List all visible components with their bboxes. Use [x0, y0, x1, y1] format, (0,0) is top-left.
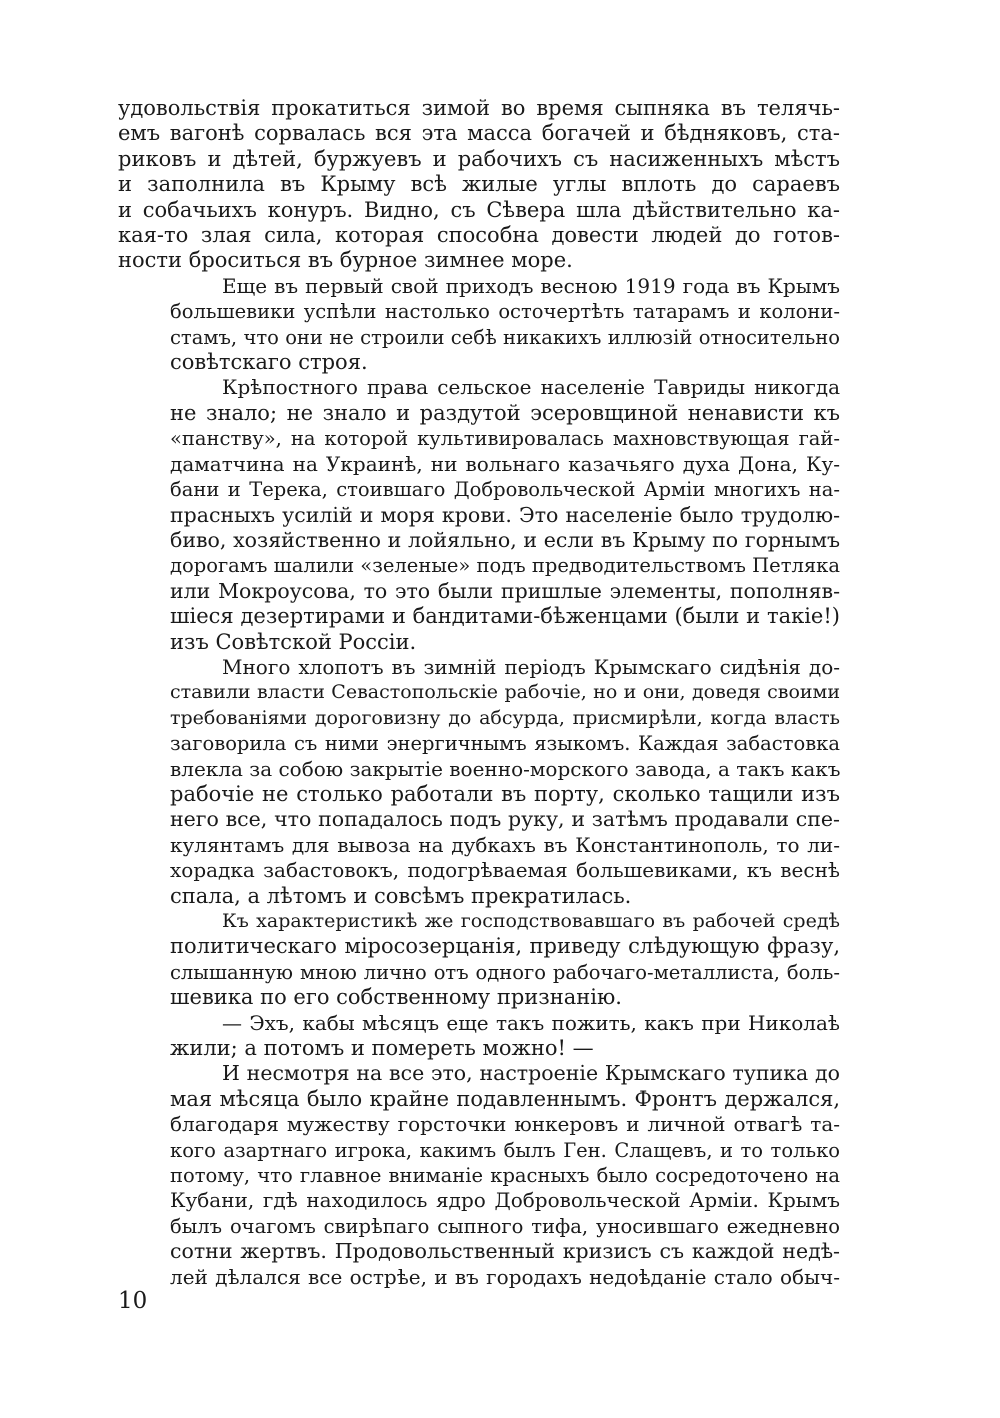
- text-line: изъ Совѣтской Россіи.: [170, 629, 417, 654]
- text-line: благодаря мужеству горсточки юнкеровъ и личной отвагѣ та-: [170, 1112, 840, 1137]
- text-line: жили; а потомъ и помереть можно! —: [170, 1036, 594, 1061]
- text-line: большевики успѣли настолько осточертѣть татарамъ и колони-: [170, 300, 840, 324]
- text-line: Къ характеристикѣ же господствовавшаго въ рабочей средѣ: [222, 910, 840, 932]
- text-line: рабочіе не столько работали въ порту, сколько тащили изъ: [170, 781, 840, 806]
- text-line: даматчина на Украинѣ, ни вольнаго казачьяго духа Дона, Ку-: [170, 451, 840, 476]
- text-line: и заполнила въ Крыму всѣ жилые углы вплоть до сараевъ: [118, 172, 840, 197]
- text-line: кая-то злая сила, которая способна довести людей до готов-: [118, 223, 840, 248]
- text-line: лей дѣлался все острѣе, и въ городахъ недоѣданіе стало обыч-: [170, 1264, 840, 1289]
- paragraph: [118, 375, 840, 654]
- text-line: стамъ, что они не строили себѣ никакихъ иллюзій относительно: [170, 325, 840, 349]
- text-line: ности броситься въ бурное зимнее море.: [118, 248, 573, 273]
- text-line: «панству», на которой культивировалась махновствующая гай-: [170, 427, 840, 451]
- text-line: него все, что попадалось подъ руку, и затѣмъ продавали спе-: [170, 807, 840, 832]
- text-line: Много хлопотъ въ зимній періодъ Крымскаго сидѣнія до-: [222, 654, 840, 679]
- text-line: совѣтскаго строя.: [170, 350, 368, 375]
- paragraph: [118, 96, 840, 274]
- text-line: — Эхъ, кабы мѣсяцъ еще такъ пожить, какъ при Николаѣ: [222, 1010, 840, 1035]
- text-line: требованіями дороговизну до абсурда, присмирѣли, когда власть: [170, 706, 840, 729]
- text-line: потому, что главное вниманіе красныхъ было сосредоточено на: [170, 1164, 840, 1188]
- text-line: или Мокроусова, то это были пришлые элементы, пополняв-: [170, 578, 840, 603]
- text-line: Крѣпостного права сельское населеніе Тавриды никогда: [222, 375, 840, 400]
- text-line: биво, хозяйственно и лойяльно, и если въ Крыму по горнымъ: [170, 527, 840, 552]
- text-line: Еще въ первый свой приходъ весною 1919 года въ Крымъ: [222, 273, 840, 298]
- text-line: шіеся дезертирами и бандитами-бѣженцами (были и такіе!): [170, 604, 840, 629]
- text-line: хорадка забастовокъ, подогрѣваемая большевиками, къ веснѣ: [170, 858, 840, 883]
- text-line: политическаго міросозерцанія, приведу слѣдующую фразу,: [170, 934, 840, 959]
- text-line: мая мѣсяца было крайне подавленнымъ. Фронтъ держался,: [170, 1086, 840, 1111]
- text-line: ставили власти Севастопольскіе рабочіе, но и они, доведя своими: [170, 681, 840, 704]
- paragraph: [118, 909, 840, 1011]
- text-line: влекла за собою закрытіе военно-морского завода, а такъ какъ: [170, 756, 840, 781]
- text-line: удовольствія прокатиться зимой во время сыпняка въ телячь-: [118, 96, 840, 120]
- text-line: кулянтамъ для вывоза на дубкахъ въ Константинополь, то ли-: [170, 832, 840, 857]
- text-line: спала, а лѣтомъ и совсѣмъ прекратилась.: [170, 883, 632, 908]
- paragraph: [118, 1061, 840, 1290]
- body-text: [118, 96, 840, 1290]
- text-line: слышанную мною лично отъ одного рабочаго-металлиста, боль-: [170, 960, 840, 984]
- text-line: Кубани, гдѣ находилось ядро Добровольческой Арміи. Крымъ: [170, 1188, 840, 1213]
- paragraph: [118, 1011, 840, 1062]
- text-line: не знало; не знало и раздутой эсеровщиной ненависти къ: [170, 400, 840, 425]
- text-line: дорогамъ шалили «зеленые» подъ предводительствомъ Петляка: [170, 554, 840, 578]
- text-line: сотни жертвъ. Продовольственный кризисъ съ каждой недѣ-: [170, 1239, 840, 1264]
- text-line: прасныхъ усилій и моря крови. Это населеніе было трудолю-: [170, 502, 840, 527]
- page-number: 10: [118, 1288, 148, 1314]
- text-line: риковъ и дѣтей, буржуевъ и рабочихъ съ насиженныхъ мѣстъ: [118, 146, 840, 171]
- text-line: былъ очагомъ свирѣпаго сыпного тифа, уносившаго ежедневно: [170, 1214, 840, 1238]
- text-line: И несмотря на все это, настроеніе Крымскаго тупика до: [222, 1061, 840, 1086]
- text-line: емъ вагонѣ сорвалась вся эта масса богачей и бѣдняковъ, ста-: [118, 121, 840, 146]
- text-line: заговорила съ ними энергичнымъ языкомъ. Каждая забастовка: [170, 732, 840, 756]
- paragraph: [118, 274, 840, 376]
- text-line: шевика по его собственному признанію.: [170, 985, 622, 1010]
- text-line: кого азартнаго игрока, какимъ былъ Ген. Слащевъ, и то только: [170, 1138, 840, 1162]
- text-line: бани и Терека, стоившаго Добровольческой Арміи многихъ на-: [170, 478, 840, 502]
- text-line: и собачьихъ конуръ. Видно, съ Сѣвера шла дѣйствительно ка-: [118, 197, 840, 222]
- paragraph: [118, 655, 840, 909]
